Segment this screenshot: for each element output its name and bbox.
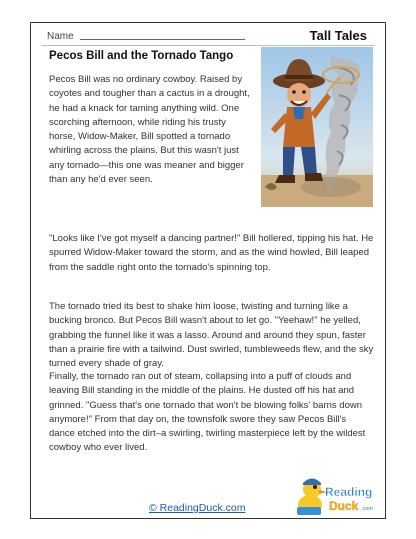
series-title: Tall Tales (309, 28, 367, 43)
name-field-row (47, 31, 245, 42)
story-title: Pecos Bill and the Tornado Tango (49, 50, 234, 62)
duck-logo-icon (295, 469, 381, 519)
story-paragraph: The tornado tried its best to shake him loose, twisting and turning like a bucking bronco. But Pecos Bill wasn't about to let go. "Yeehaw!" he yelled, grabbing the funnel like it was a lasso. Around and around they spun, faster than a prairie fire with a tailwind. Dust swirled, tumbleweeds flew, and the sky turned every shade of gray. (49, 301, 374, 370)
story-paragraph: "Looks like I've got myself a dancing partner!" Bill hollered, tipping his hat. He spurred Widow-Maker toward the storm, and as the wind howled, Bill leaped from the saddle right onto the tornado's spinning top. (49, 233, 374, 273)
illustration-svg (261, 47, 373, 207)
svg-text:Duck: Duck (329, 499, 359, 513)
story-paragraph: Finally, the tornado ran out of steam, collapsing into a puff of clouds and leaving Bill standing in the middle of the plains. He dusted off his hat and grinned. "Guess that's one tornado that won't be blowing folks' barns down anymore!" From that day on, the townsfolk swore they saw Pecos Bill's dance etched into the dirt–a swirling, twirling masterpiece left by the wildest cowboy who ever lived. (49, 371, 366, 454)
name-label: Name (47, 31, 74, 42)
worksheet-page (30, 22, 386, 519)
name-blank-line[interactable] (80, 39, 245, 40)
cowboy-tornado-illustration (261, 47, 373, 207)
readingduck-link[interactable]: © ReadingDuck.com (149, 502, 246, 514)
svg-text:.com: .com (361, 506, 373, 512)
header-divider (41, 45, 375, 46)
svg-text:Reading: Reading (325, 485, 373, 499)
readingduck-logo[interactable] (295, 469, 381, 519)
story-paragraph: Pecos Bill was no ordinary cowboy. Raised by coyotes and tougher than a cactus in a drought, he had a knack for taming anything wild. One scorching afternoon, while riding his trusty horse, Widow-Maker, Bill spotted a tornado whirling across the plains. But this wasn't just any tornado—this one was meaner and bigger than any he'd ever seen. (49, 74, 250, 186)
